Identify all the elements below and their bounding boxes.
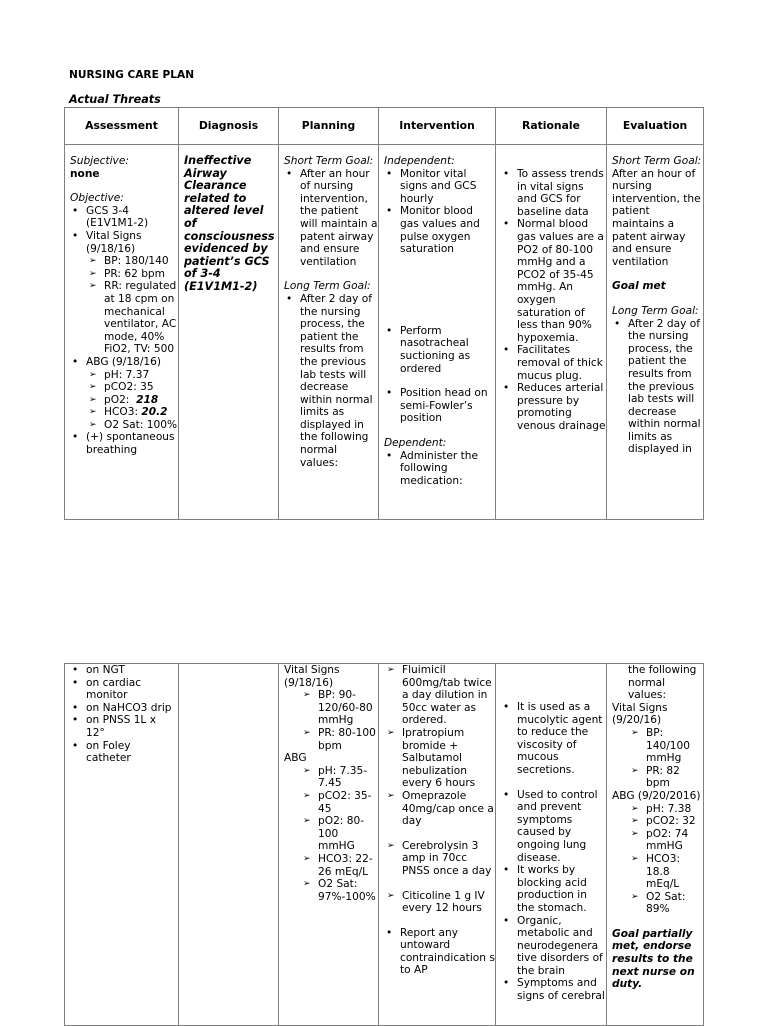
rationale-item: • Used to control and prevent symptoms caused by ongoing lung disease.	[501, 789, 606, 865]
eval-long-term-text: • After 2 day of the nursing process, the patient the results from the previous lab tests will decrease within normal limits as displayed in	[612, 318, 703, 457]
rationale-item: • Normal blood gas values are a PO2 of 80-100 mmHg and a PCO2 of 35-45 mmHg. An oxygen saturation of less than 90% hypoxemia.	[501, 218, 606, 344]
gcs-item: • GCS 3-4 (E1V1M1-2)	[70, 205, 178, 230]
subjective-value: none	[70, 167, 100, 180]
list-item: • on NGT	[70, 664, 178, 677]
medication-item: ➢ Omeprazole 40mg/cap once a day	[384, 790, 495, 828]
eval-short-term-text: After an hour of nursing intervention, the patient maintains a patent airway and ensure ventilation	[612, 167, 701, 268]
goal-met-label: Goal met	[612, 280, 666, 293]
list-item: ➢ pH: 7.38	[628, 803, 703, 816]
normal-vital-signs-header: Vital Signs (9/18/16)	[284, 664, 340, 689]
list-item: ➢ pCO2: 32	[628, 815, 703, 828]
list-item: • on Foley catheter	[70, 740, 178, 765]
rationale-item: • Symptoms and signs of cerebral	[501, 977, 606, 1002]
list-item: ➢ pO2: 74 mmHG	[628, 828, 703, 853]
list-item: • on NaHCO3 drip	[70, 702, 178, 715]
list-item: • on PNSS 1L x 12°	[70, 714, 178, 739]
medication-item: ➢ Citicoline 1 g IV every 12 hours	[384, 890, 495, 915]
diagnosis-text: Ineffective Airway Clearance related to altered level of consciousness evidenced by patient’s GCS of 3-4 (E1V1M1-2)	[184, 154, 275, 293]
header-intervention: Intervention	[379, 108, 496, 145]
intervention-item: • Monitor vital signs and GCS hourly	[384, 168, 495, 206]
objective-label: Objective:	[70, 192, 124, 205]
list-item: ➢ pCO2: 35-45	[300, 790, 378, 815]
eval-vital-signs-header: Vital Signs (9/20/16)	[612, 701, 668, 727]
hco3-label: HCO3:	[104, 406, 139, 419]
list-item: ➢ HCO3: 18.8 mEq/L	[628, 853, 703, 891]
header-planning: Planning	[279, 108, 379, 145]
short-term-goal: • After an hour of nursing intervention, the patient will maintain a patent airway and ensure ventilation	[284, 168, 378, 269]
ph-item: ➢ pH: 7.37	[86, 369, 178, 382]
rationale-item: • Facilitates removal of thick mucus plug.	[501, 344, 606, 382]
intervention-cell	[379, 664, 496, 1026]
evaluation-cell	[607, 664, 704, 1026]
list-item: ➢ BP: 140/100 mmHg	[628, 727, 703, 765]
vital-signs-item	[70, 230, 178, 255]
rationale-item: • Reduces arterial pressure by promoting venous drainage	[501, 382, 606, 432]
intervention-item: • Monitor blood gas values and pulse oxygen saturation	[384, 205, 495, 255]
o2sat-item: ➢ O2 Sat: 100%	[86, 419, 178, 432]
rationale-item: • To assess trends in vital signs and GCS for baseline data	[501, 168, 606, 218]
rationale-item: • Organic, metabolic and neurodegenera tive disorders of the brain	[501, 915, 606, 978]
document-title: NURSING CARE PLAN	[69, 69, 195, 81]
short-term-goal-label: Short Term Goal:	[284, 155, 374, 167]
diagnosis-cell	[179, 145, 279, 520]
eval-short-term-label: Short Term Goal:	[612, 155, 702, 167]
intervention-cell	[379, 145, 496, 520]
rationale-item: • It is used as a mucolytic agent to reduce the viscosity of mucous secretions.	[501, 701, 606, 777]
care-plan-table-continued	[64, 663, 704, 1026]
list-item: ➢ pH: 7.35-7.45	[300, 765, 378, 790]
dependent-label: Dependent:	[384, 436, 447, 449]
list-item: ➢ HCO3: 22-26 mEq/L	[300, 853, 378, 878]
po2-item	[86, 394, 178, 407]
intervention-item: • Position head on semi-Fowler’s position	[384, 387, 495, 425]
medication-item: ➢ Fluimicil 600mg/tab twice a day dilution in 50cc water as ordered.	[384, 664, 495, 727]
list-item: ➢ O2 Sat: 97%-100%	[300, 878, 378, 903]
bp-item: ➢ BP: 180/140	[86, 255, 178, 268]
header-evaluation: Evaluation	[607, 108, 704, 145]
rationale-cell	[496, 664, 607, 1026]
list-item: ➢ O2 Sat: 89%	[628, 891, 703, 916]
header-rationale: Rationale	[496, 108, 607, 145]
table-row	[65, 664, 704, 1026]
abg-item: • ABG (9/18/16)	[70, 356, 178, 369]
header-assessment: Assessment	[65, 108, 179, 145]
hco3-value: 20.2	[141, 406, 168, 419]
independent-label: Independent:	[384, 155, 455, 167]
outcome-text: Goal partially met, endorse results to the next nurse on duty.	[612, 927, 695, 991]
table-row	[65, 145, 704, 520]
pco2-item: ➢ pCO2: 35	[86, 381, 178, 394]
diagnosis-cell	[179, 664, 279, 1026]
list-item: ➢ pO2: 80-100 mmHG	[300, 815, 378, 853]
assessment-cell	[65, 664, 179, 1026]
planning-cell	[279, 664, 379, 1026]
section-heading: Actual Threats	[69, 93, 161, 106]
report-item: • Report any untoward contraindication s to AP	[384, 927, 495, 977]
spontaneous-breathing-item: • (+) spontaneous breathing	[70, 431, 178, 456]
list-item: ➢ BP: 90-120/60-80 mmHg	[300, 689, 378, 727]
subjective-label: Subjective:	[70, 155, 129, 167]
po2-label: pO2:	[104, 393, 130, 406]
long-term-goal: • After 2 day of the nursing process, the patient the results from the previous lab tests will decrease within normal limits as displayed in the following normal values:	[284, 293, 378, 469]
intervention-item: • Administer the following medication:	[384, 450, 495, 488]
eval-abg-header: ABG (9/20/2016)	[612, 789, 701, 802]
hco3-item	[86, 406, 178, 419]
care-plan-table	[64, 107, 704, 520]
normal-abg-header: ABG	[284, 752, 307, 765]
table-header-row	[65, 108, 704, 145]
po2-value: 218	[136, 393, 159, 406]
evaluation-cell	[607, 145, 704, 520]
pr-item: ➢ PR: 62 bpm	[86, 268, 178, 281]
planning-cell	[279, 145, 379, 520]
rr-item: ➢ RR: regulated at 18 cpm on mechanical ventilator, AC mode, 40% FiO2, TV: 500	[86, 280, 178, 356]
rationale-cell	[496, 145, 607, 520]
eval-continued-text: the following normal values:	[628, 664, 697, 702]
medication-item: ➢ Ipratropium bromide + Salbutamol nebulization every 6 hours	[384, 727, 495, 790]
assessment-cell	[65, 145, 179, 520]
long-term-goal-label: Long Term Goal:	[284, 280, 371, 293]
medication-item: ➢ Cerebrolysin 3 amp in 70cc PNSS once a day	[384, 840, 495, 878]
vital-signs-header: Vital Signs (9/18/16)	[86, 229, 142, 255]
header-diagnosis: Diagnosis	[179, 108, 279, 145]
eval-long-term-label: Long Term Goal:	[612, 304, 699, 317]
rationale-item: • It works by blocking acid production in the stomach.	[501, 864, 606, 914]
intervention-item: • Perform nasotracheal suctioning as ordered	[384, 325, 495, 375]
list-item: • on cardiac monitor	[70, 677, 178, 702]
list-item: ➢ PR: 80-100 bpm	[300, 727, 378, 752]
list-item: ➢ PR: 82 bpm	[628, 765, 703, 790]
